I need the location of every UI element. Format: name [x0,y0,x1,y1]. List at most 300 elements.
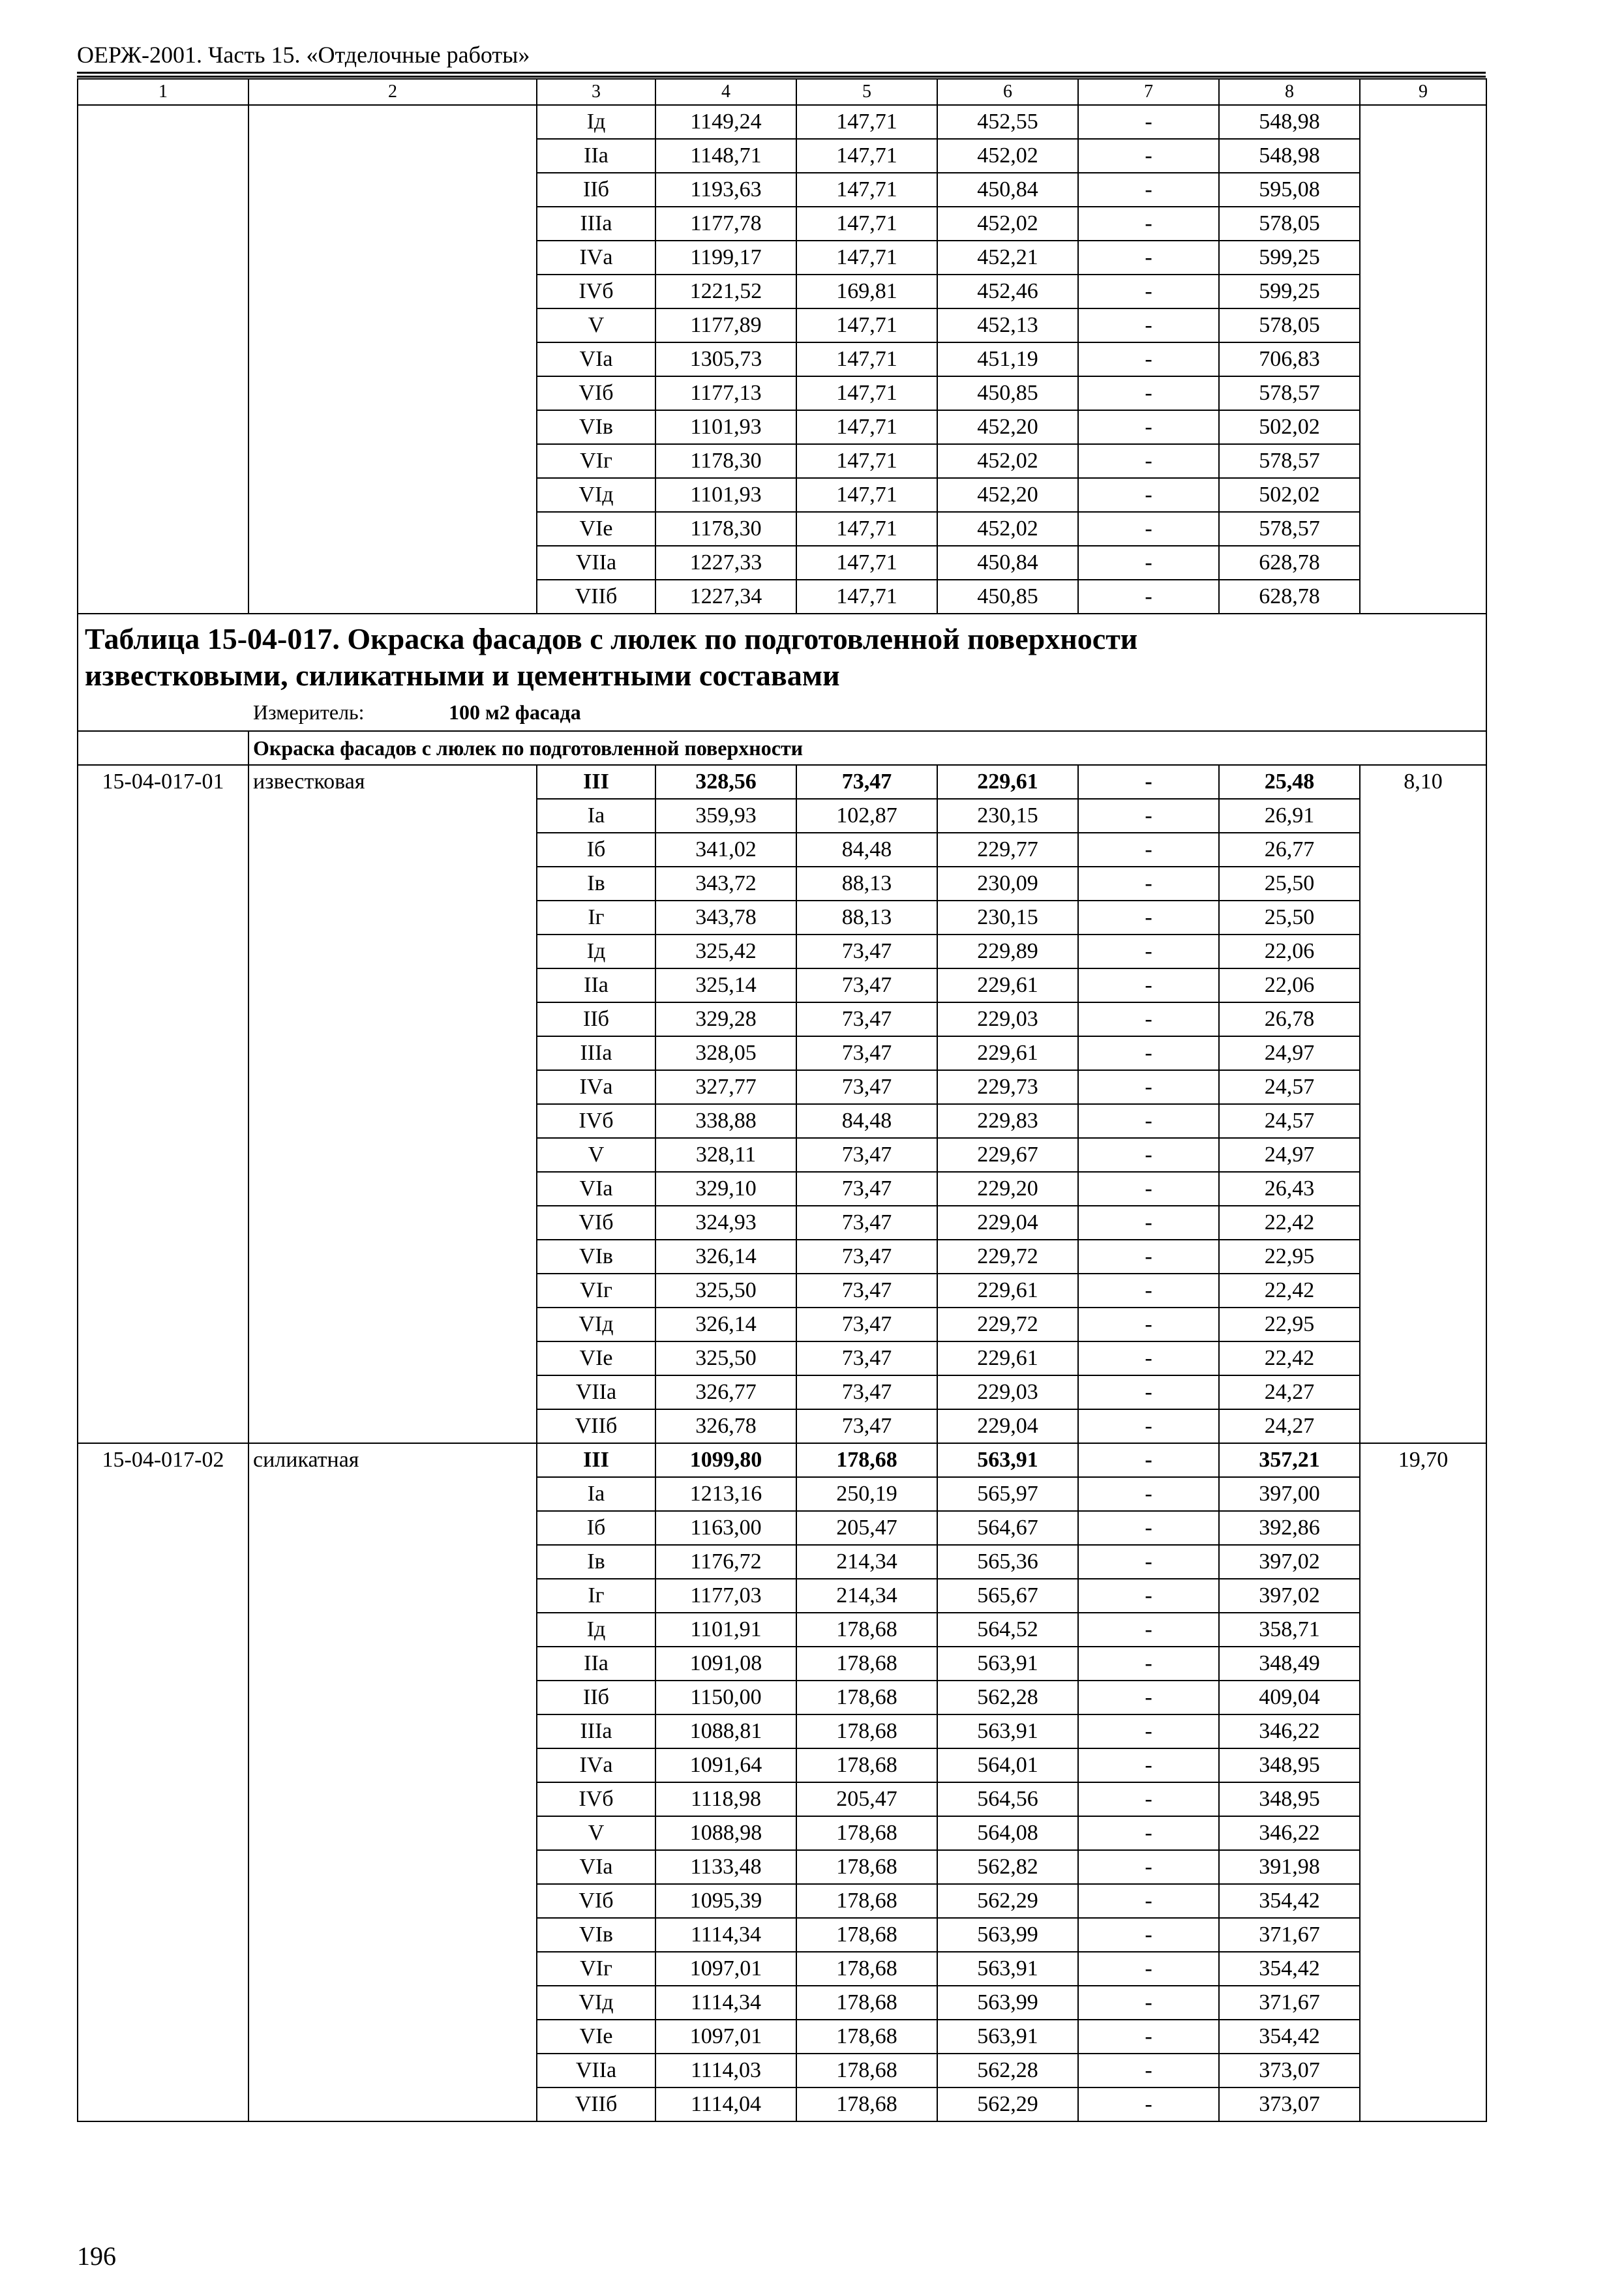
table-cell: 564,08 [937,1816,1078,1850]
table-cell: 348,49 [1219,1647,1360,1681]
table-cell: 73,47 [796,1409,937,1443]
table-cell: VIв [537,410,655,444]
table-cell: VIIа [537,546,655,580]
table-cell: 147,71 [796,546,937,580]
table-cell: 564,01 [937,1748,1078,1782]
table-cell: 25,50 [1219,867,1360,901]
table-cell: VIв [537,1240,655,1274]
table-cell: 147,71 [796,105,937,139]
code-cell-blank [78,105,248,614]
table-cell: 548,98 [1219,105,1360,139]
table-cell: - [1078,1986,1219,2020]
table-cell: 338,88 [655,1104,796,1138]
table-cell: - [1078,478,1219,512]
table-cell: 230,09 [937,867,1078,901]
table-cell: - [1078,1545,1219,1579]
table-cell: 229,77 [937,833,1078,867]
table-cell: 178,68 [796,1748,937,1782]
table-cell: 1178,30 [655,444,796,478]
table-cell: 452,13 [937,308,1078,342]
table-cell: - [1078,968,1219,1002]
table-cell: 88,13 [796,867,937,901]
table-cell: 250,19 [796,1477,937,1511]
table-cell: 73,47 [796,1002,937,1036]
table-cell: 1150,00 [655,1681,796,1714]
table-cell: IVб [537,1782,655,1816]
table-cell: 26,91 [1219,799,1360,833]
table-cell: 563,99 [937,1918,1078,1952]
column-number: 5 [796,79,937,105]
rate-name: силикатная [248,1443,537,2121]
table-cell: 354,42 [1219,1884,1360,1918]
column-number: 6 [937,79,1078,105]
table-cell: 548,98 [1219,139,1360,173]
table-cell: - [1078,1681,1219,1714]
table-cell: 73,47 [796,935,937,968]
table-cell: 599,25 [1219,241,1360,275]
table-cell: 73,47 [796,968,937,1002]
table-cell: - [1078,1172,1219,1206]
table-cell: 147,71 [796,478,937,512]
table-cell: IIб [537,173,655,207]
rate-code: 15-04-017-02 [78,1443,248,2121]
table-cell: Iб [537,833,655,867]
table-cell: V [537,1138,655,1172]
table-cell: 1213,16 [655,1477,796,1511]
section-row [78,731,1486,765]
table-cell: - [1078,512,1219,546]
table-cell: 371,67 [1219,1986,1360,2020]
table-cell: 24,57 [1219,1104,1360,1138]
table-cell: VIе [537,1341,655,1375]
table-cell: 328,05 [655,1036,796,1070]
table-cell: 214,34 [796,1545,937,1579]
table-cell: 371,67 [1219,1918,1360,1952]
table-cell: Iг [537,1579,655,1613]
table-cell: 214,34 [796,1579,937,1613]
table-cell: 178,68 [796,1647,937,1681]
table-cell: - [1078,1308,1219,1341]
table-cell: 1221,52 [655,275,796,308]
rates-table-container [77,78,1486,2122]
table-cell: 178,68 [796,1681,937,1714]
table-cell: 205,47 [796,1511,937,1545]
section-title: Окраска фасадов с люлек по подготовленной поверхности [248,731,1486,765]
table-cell: VIд [537,478,655,512]
table-cell: 1305,73 [655,342,796,376]
labor-cost-cell: 19,70 [1360,1443,1486,2121]
table-cell: - [1078,1070,1219,1104]
column-number: 1 [78,79,248,105]
table-cell: 178,68 [796,2087,937,2121]
unit-value: 100 м2 фасада [449,700,581,724]
table-cell: 1101,93 [655,478,796,512]
table-cell: - [1078,1647,1219,1681]
table-cell: 346,22 [1219,1714,1360,1748]
table-cell: 357,21 [1219,1443,1360,1477]
table-cell: 24,27 [1219,1409,1360,1443]
table-cell: 1177,89 [655,308,796,342]
table-cell: III [537,1443,655,1477]
table-cell: IIб [537,1002,655,1036]
table-cell: 450,84 [937,546,1078,580]
table-cell: VIг [537,1952,655,1986]
table-cell: 178,68 [796,1952,937,1986]
table-cell: 1148,71 [655,139,796,173]
table-cell: 147,71 [796,207,937,241]
table-cell: 326,14 [655,1308,796,1341]
table-cell: - [1078,833,1219,867]
table-cell: 563,91 [937,2020,1078,2054]
table-heading-cell [78,614,1486,731]
table-cell: - [1078,139,1219,173]
table-cell: - [1078,901,1219,935]
table-cell: 391,98 [1219,1850,1360,1884]
table-cell: - [1078,1511,1219,1545]
rate-main-row [78,765,1486,799]
table-cell: 229,20 [937,1172,1078,1206]
table-cell: VIа [537,1850,655,1884]
table-cell: 147,71 [796,342,937,376]
table-cell: IVб [537,1104,655,1138]
table-cell: 178,68 [796,1714,937,1748]
table-cell: 229,83 [937,1104,1078,1138]
table-cell: 84,48 [796,833,937,867]
table-cell: 178,68 [796,1816,937,1850]
table-cell: VIа [537,342,655,376]
table-cell: 26,78 [1219,1002,1360,1036]
table-cell: 1101,91 [655,1613,796,1647]
table-cell: 229,89 [937,935,1078,968]
table-cell: 73,47 [796,1274,937,1308]
rates-table [77,78,1487,2122]
table-cell: IVа [537,1748,655,1782]
table-cell: 397,02 [1219,1579,1360,1613]
table-cell: VIе [537,512,655,546]
table-cell: - [1078,444,1219,478]
table-cell: 1227,34 [655,580,796,614]
table-cell: VIа [537,1172,655,1206]
table-cell: VIб [537,1206,655,1240]
table-cell: - [1078,105,1219,139]
table-cell: 22,95 [1219,1308,1360,1341]
table-cell: 563,91 [937,1647,1078,1681]
table-cell: 565,67 [937,1579,1078,1613]
table-cell: 628,78 [1219,580,1360,614]
table-cell: 564,52 [937,1613,1078,1647]
table-cell: VIд [537,1308,655,1341]
table-cell: - [1078,867,1219,901]
table-cell: 1163,00 [655,1511,796,1545]
column-number-row [78,79,1486,105]
table-cell: 147,71 [796,139,937,173]
table-cell: 578,57 [1219,376,1360,410]
table-cell: 26,77 [1219,833,1360,867]
table-cell: 452,02 [937,207,1078,241]
table-cell: IIIа [537,207,655,241]
table-cell: 178,68 [796,2020,937,2054]
table-cell: 147,71 [796,241,937,275]
table-cell: 25,48 [1219,765,1360,799]
page-header: ОЕРЖ-2001. Часть 15. «Отделочные работы» [77,42,530,68]
table-cell: 348,95 [1219,1782,1360,1816]
table-cell: 452,55 [937,105,1078,139]
table-cell: Iа [537,1477,655,1511]
table-cell: Iв [537,1545,655,1579]
table-cell: 147,71 [796,512,937,546]
table-cell: 343,72 [655,867,796,901]
table-cell: 24,97 [1219,1138,1360,1172]
table-cell: 452,46 [937,275,1078,308]
table-cell: 1099,80 [655,1443,796,1477]
page-number: 196 [77,2241,116,2271]
table-cell: 325,14 [655,968,796,1002]
table-cell: 358,71 [1219,1613,1360,1647]
table-cell: VIIб [537,2087,655,2121]
table-cell: - [1078,1206,1219,1240]
table-cell: - [1078,1104,1219,1138]
table-cell: - [1078,173,1219,207]
table-cell: 1114,34 [655,1986,796,2020]
table-cell: 1199,17 [655,241,796,275]
labor-cost-cell: 8,10 [1360,765,1486,1443]
table-cell: Iд [537,1613,655,1647]
table-cell: 562,28 [937,2054,1078,2087]
table-cell: - [1078,376,1219,410]
table-cell: 73,47 [796,1375,937,1409]
table-cell: 354,42 [1219,2020,1360,2054]
table-cell: 147,71 [796,444,937,478]
table-cell: VIг [537,444,655,478]
table-cell: 563,91 [937,1714,1078,1748]
table-cell: 450,84 [937,173,1078,207]
table-cell: 450,85 [937,580,1078,614]
table-cell: V [537,1816,655,1850]
table-cell: - [1078,1409,1219,1443]
table-cell: 706,83 [1219,342,1360,376]
table-cell: - [1078,1375,1219,1409]
table-cell: 73,47 [796,1036,937,1070]
table-cell: 1114,04 [655,2087,796,2121]
table-cell: 73,47 [796,1070,937,1104]
table-cell: IIа [537,139,655,173]
table-cell: 1177,78 [655,207,796,241]
table-cell: 1088,98 [655,1816,796,1850]
unit-line [85,698,1486,726]
table-cell: IVа [537,241,655,275]
table-cell: - [1078,1274,1219,1308]
rate-code: 15-04-017-01 [78,765,248,1443]
table-cell: IVа [537,1070,655,1104]
table-cell: 147,71 [796,580,937,614]
table-cell: - [1078,1613,1219,1647]
table-cell: 599,25 [1219,275,1360,308]
table-cell: - [1078,546,1219,580]
table-cell: 1178,30 [655,512,796,546]
table-cell: 1133,48 [655,1850,796,1884]
table-cell: 1101,93 [655,410,796,444]
table-cell: 22,06 [1219,968,1360,1002]
table-cell: 452,02 [937,139,1078,173]
table-cell: 578,05 [1219,308,1360,342]
table-cell: 562,29 [937,2087,1078,2121]
table-cell: 325,42 [655,935,796,968]
table-cell: 326,77 [655,1375,796,1409]
table-cell: 562,82 [937,1850,1078,1884]
table-cell: 502,02 [1219,410,1360,444]
table-cell: 452,02 [937,512,1078,546]
table-cell: 1091,08 [655,1647,796,1681]
table-cell: 354,42 [1219,1952,1360,1986]
column-number: 8 [1219,79,1360,105]
table-cell: 178,68 [796,1918,937,1952]
table-cell: 26,43 [1219,1172,1360,1206]
table-cell: 24,27 [1219,1375,1360,1409]
table-cell: IIIа [537,1036,655,1070]
table-cell: 229,03 [937,1375,1078,1409]
table-cell: 563,99 [937,1986,1078,2020]
table-cell: Iг [537,901,655,935]
table-cell: Iа [537,799,655,833]
name-cell-blank [248,105,537,614]
table-cell: 628,78 [1219,546,1360,580]
table-cell: IIа [537,968,655,1002]
header-rule-top [77,72,1486,74]
table-cell: 1149,24 [655,105,796,139]
rate-name: известковая [248,765,537,1443]
table-cell: 24,97 [1219,1036,1360,1070]
table-cell: - [1078,935,1219,968]
table-cell: 229,61 [937,765,1078,799]
table-cell: - [1078,1036,1219,1070]
table-cell: - [1078,1002,1219,1036]
table-cell: 84,48 [796,1104,937,1138]
table-cell: 22,42 [1219,1206,1360,1240]
unit-label: Измеритель: [253,700,365,724]
table-cell: VIе [537,2020,655,2054]
table-cell: 73,47 [796,1138,937,1172]
table-cell: 451,19 [937,342,1078,376]
table-cell: 229,61 [937,1036,1078,1070]
table-cell: 564,67 [937,1511,1078,1545]
table-cell: VIб [537,376,655,410]
table-cell: 348,95 [1219,1748,1360,1782]
table-cell: VIIа [537,2054,655,2087]
table-cell: Iд [537,105,655,139]
column-number: 7 [1078,79,1219,105]
table-cell: 229,72 [937,1308,1078,1341]
table-cell: - [1078,1477,1219,1511]
table-cell: 324,93 [655,1206,796,1240]
table-cell: - [1078,2087,1219,2121]
table-cell: 392,86 [1219,1511,1360,1545]
table-cell: 22,42 [1219,1274,1360,1308]
table-cell: 229,04 [937,1409,1078,1443]
table-cell: IIа [537,1647,655,1681]
table-cell: 229,61 [937,968,1078,1002]
table-cell: 327,77 [655,1070,796,1104]
table-cell: 328,56 [655,765,796,799]
table-cell: 346,22 [1219,1816,1360,1850]
table-cell: - [1078,1341,1219,1375]
table-cell: 1227,33 [655,546,796,580]
column-number: 2 [248,79,537,105]
table-cell: 73,47 [796,1206,937,1240]
table-cell: 563,91 [937,1443,1078,1477]
table-cell: 450,85 [937,376,1078,410]
table-cell: VIд [537,1986,655,2020]
table-cell: 397,02 [1219,1545,1360,1579]
table-cell: 595,08 [1219,173,1360,207]
table-cell: 229,67 [937,1138,1078,1172]
table-cell: 147,71 [796,173,937,207]
column-number: 3 [537,79,655,105]
table-cell: 73,47 [796,1172,937,1206]
table-cell: 178,68 [796,1443,937,1477]
table-cell: 578,57 [1219,444,1360,478]
table-cell: - [1078,1138,1219,1172]
table-cell: 329,10 [655,1172,796,1206]
table-cell: 578,57 [1219,512,1360,546]
table-cell: 397,00 [1219,1477,1360,1511]
table-cell: 169,81 [796,275,937,308]
table-cell: 1118,98 [655,1782,796,1816]
table-cell: 563,91 [937,1952,1078,1986]
table-cell: 25,50 [1219,901,1360,935]
table-cell: - [1078,1748,1219,1782]
table-cell: 147,71 [796,410,937,444]
table-cell: 1091,64 [655,1748,796,1782]
table-cell: - [1078,1714,1219,1748]
table-cell: 326,14 [655,1240,796,1274]
col9-cell-blank [1360,105,1486,614]
table-cell: 325,50 [655,1341,796,1375]
table-cell: - [1078,275,1219,308]
table-cell: 178,68 [796,1884,937,1918]
table-cell: IVб [537,275,655,308]
table-cell: 1177,03 [655,1579,796,1613]
table-cell: 102,87 [796,799,937,833]
table-cell: 565,97 [937,1477,1078,1511]
table-cell: 88,13 [796,901,937,935]
table-cell: - [1078,342,1219,376]
table-cell: 452,20 [937,478,1078,512]
table-cell: - [1078,1952,1219,1986]
table-cell: 73,47 [796,765,937,799]
table-cell: 562,28 [937,1681,1078,1714]
table-cell: 178,68 [796,1850,937,1884]
table-cell: 178,68 [796,2054,937,2087]
column-number: 4 [655,79,796,105]
table-cell: 329,28 [655,1002,796,1036]
table-cell: 230,15 [937,799,1078,833]
table-cell: 22,42 [1219,1341,1360,1375]
table-cell: 229,04 [937,1206,1078,1240]
table-cell: 229,61 [937,1341,1078,1375]
table-cell: VIIа [537,1375,655,1409]
table-cell: - [1078,1240,1219,1274]
table-cell: - [1078,308,1219,342]
table-cell: 1176,72 [655,1545,796,1579]
table-cell: Iб [537,1511,655,1545]
table-cell: 147,71 [796,308,937,342]
table-cell: 1177,13 [655,376,796,410]
table-cell: 229,03 [937,1002,1078,1036]
table-cell: - [1078,765,1219,799]
table-cell: 1088,81 [655,1714,796,1748]
table-cell: 409,04 [1219,1681,1360,1714]
table-cell: 578,05 [1219,207,1360,241]
